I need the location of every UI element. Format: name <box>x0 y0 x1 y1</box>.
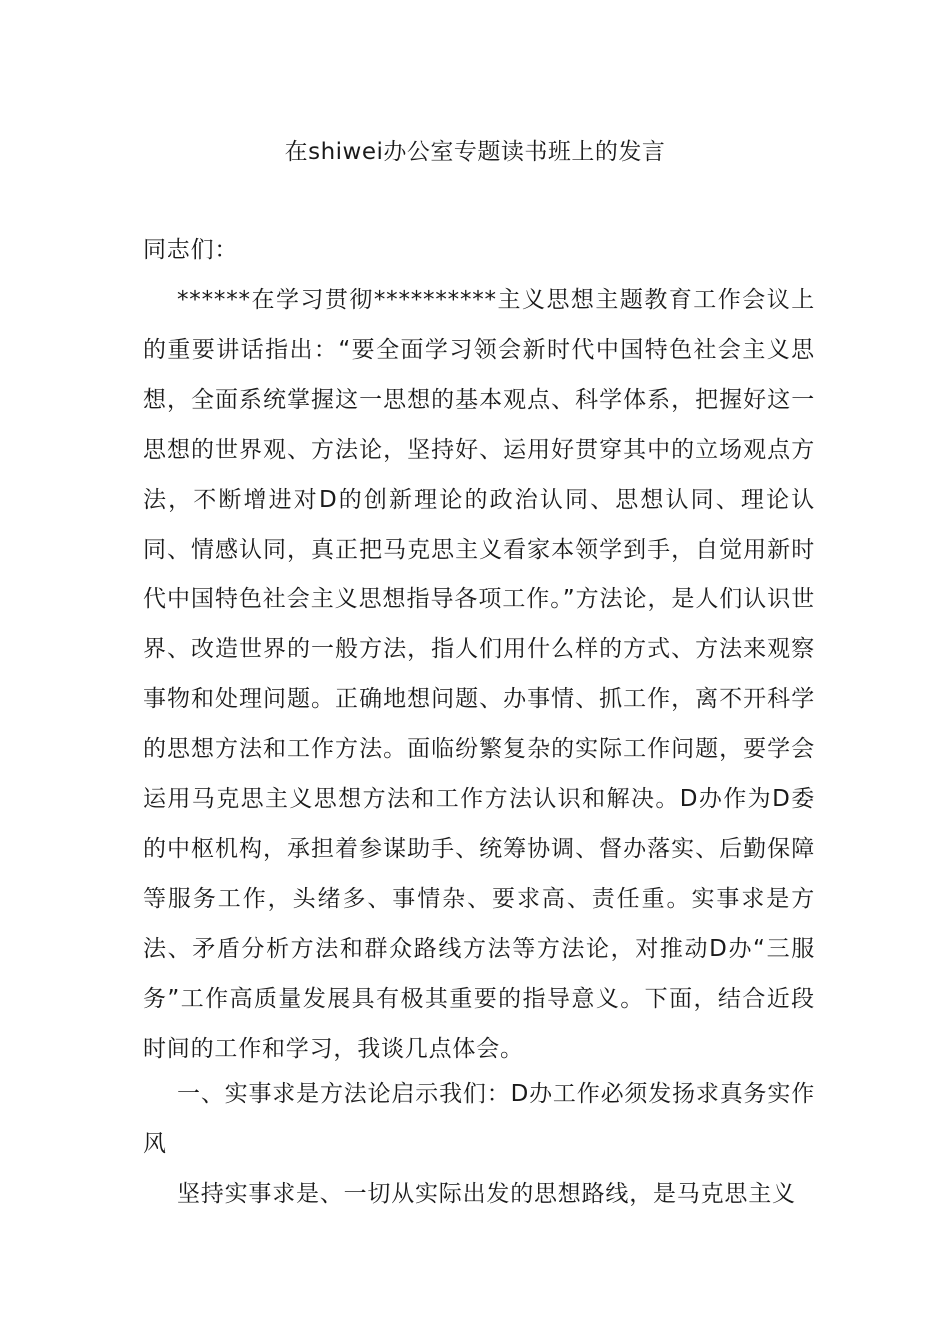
section-heading-1: 一、实事求是方法论启示我们：D办工作必须发扬求真务实作风 <box>143 1081 815 1157</box>
paragraph-intro: ******在学习贯彻**********主义思想主题教育工作会议上的重要讲话指出：“要全面学习领会新时代中国特色社会主义思想，全面系统掌握这一思想的基本观点、科学体系，把握好这一思想的世界观、方法论，坚持好、运用好贯穿其中的立场观点方法，不断增进对D的创新理论的政治认同、思想认同、理论认同、情感认同，真正把马克思主义看家本领学到手，自觉用新时代中国特色社会主义思想指导各项工作。”方法论，是人们认识世界、改造世界的一般方法，指人们用什么样的方式、方法来观察事物和处理问题。正确地想问题、办事情、抓工作，离不开科学的思想方法和工作方法。面临纷繁复杂的实际工作问题，要学会运用马克思主义思想方法和工作方法认识和解决。D办作为D委的中枢机构，承担着参谋助手、统筹协调、督办落实、后勤保障等服务工作，头绪多、事情杂、要求高、责任重。实事求是方法、矛盾分析方法和群众路线方法等方法论，对推动D办“三服务”工作高质量发展具有极其重要的指导意义。下面，结合近段时间的工作和学习，我谈几点体会。 <box>143 287 815 1062</box>
document-title: 在shiwei办公室专题读书班上的发言 <box>284 139 666 165</box>
paragraph-section-1: 坚持实事求是、一切从实际出发的思想路线，是马克思主义 <box>177 1181 796 1207</box>
salutation: 同志们： <box>143 237 239 263</box>
